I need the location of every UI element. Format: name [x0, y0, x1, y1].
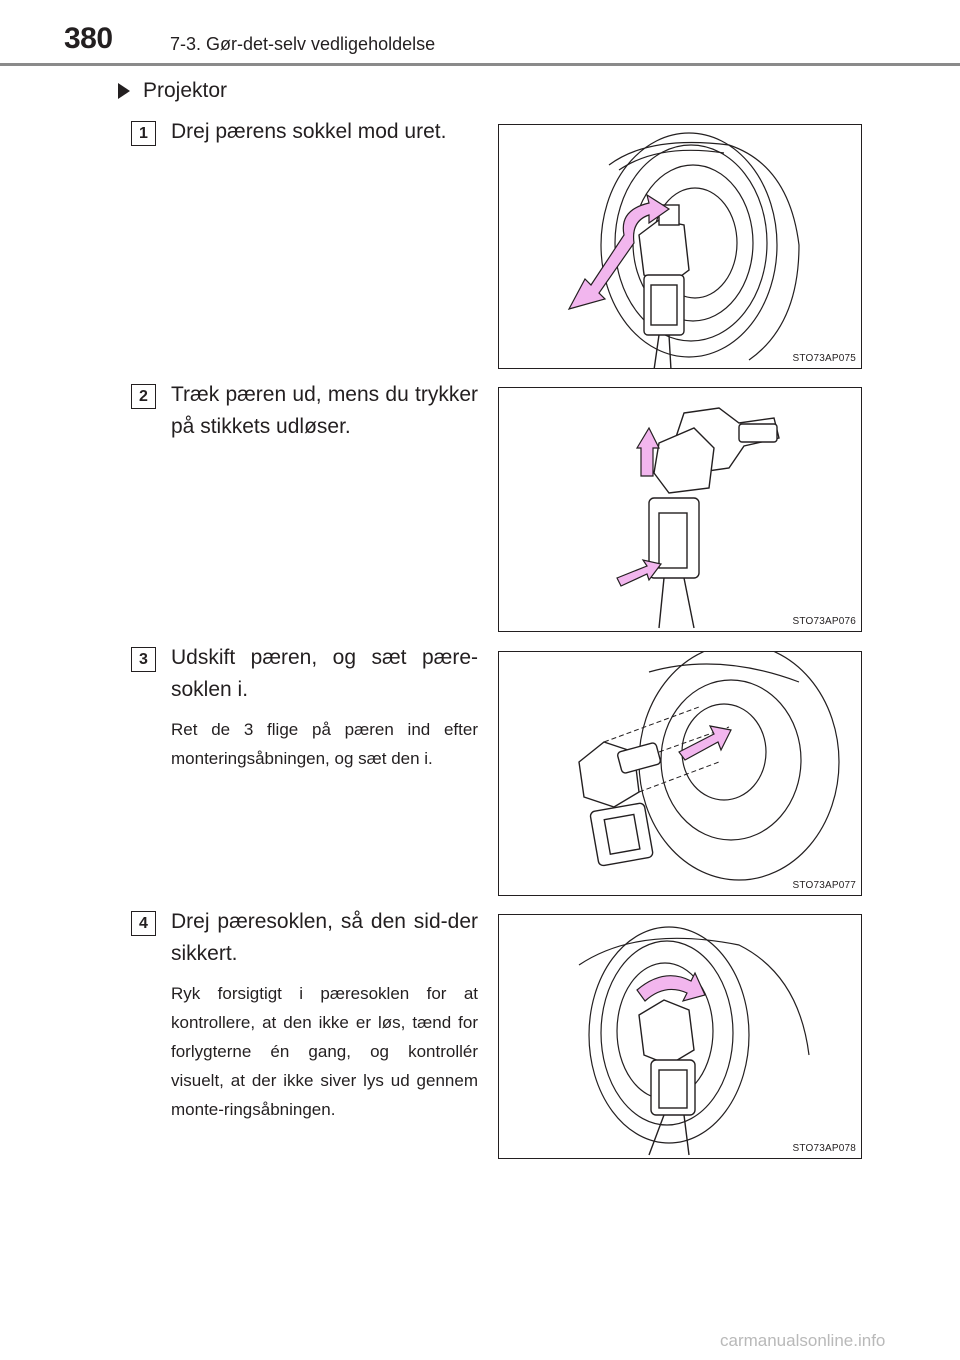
bulb-insert-illustration: [499, 652, 862, 896]
figure-step-4: [498, 914, 862, 1159]
bulb-pull-illustration: [499, 388, 862, 632]
figure-code: STO73AP075: [792, 353, 856, 364]
figure-code: STO73AP078: [792, 1143, 856, 1154]
step-3-text: Udskift pæren, og sæt pære-soklen i.: [171, 646, 478, 701]
figure-step-2: [498, 387, 862, 632]
step-number-1: 1: [131, 121, 156, 146]
figure-code: STO73AP077: [792, 880, 856, 891]
step-3-note: Ret de 3 flige på pæren ind efter monteringsåbningen, og sæt den i.: [171, 720, 478, 768]
step-4-text: Drej pæresoklen, så den sid-der sikkert.: [171, 910, 478, 965]
subheading-label: Projektor: [143, 79, 228, 102]
press-arrow: [617, 560, 661, 586]
section-title: 7-3. Gør-det-selv vedligeholdelse: [170, 34, 436, 54]
bulb-lock-illustration: [499, 915, 862, 1159]
subheading: [118, 79, 227, 103]
step-1-text: Drej pærens sokkel mod uret.: [171, 120, 447, 143]
figure-step-3: [498, 651, 862, 896]
lock-arrow: [637, 973, 705, 1001]
header-rule: [0, 63, 960, 66]
step-number-2: 2: [131, 384, 156, 409]
figure-code: STO73AP076: [792, 616, 856, 627]
bulb-rotate-illustration: [499, 125, 862, 369]
step-number-4: 4: [131, 911, 156, 936]
triangle-bullet-icon: [118, 83, 130, 99]
step-2-text: Træk pæren ud, mens du trykker på stikkets udløser.: [171, 383, 478, 438]
figure-step-1: [498, 124, 862, 369]
page-number: 380: [64, 22, 113, 55]
watermark: carmanualsonline.info: [720, 1331, 886, 1350]
insert-arrow: [679, 726, 731, 760]
step-number-3: 3: [131, 647, 156, 672]
step-4-note: Ryk forsigtigt i pæresoklen for at kontrollere, at den ikke er løs, tænd for forlygterne én gang, og kontrollér visuelt, at der ikke siver lys ud gennem monte-ringsåbningen.: [171, 984, 478, 1119]
